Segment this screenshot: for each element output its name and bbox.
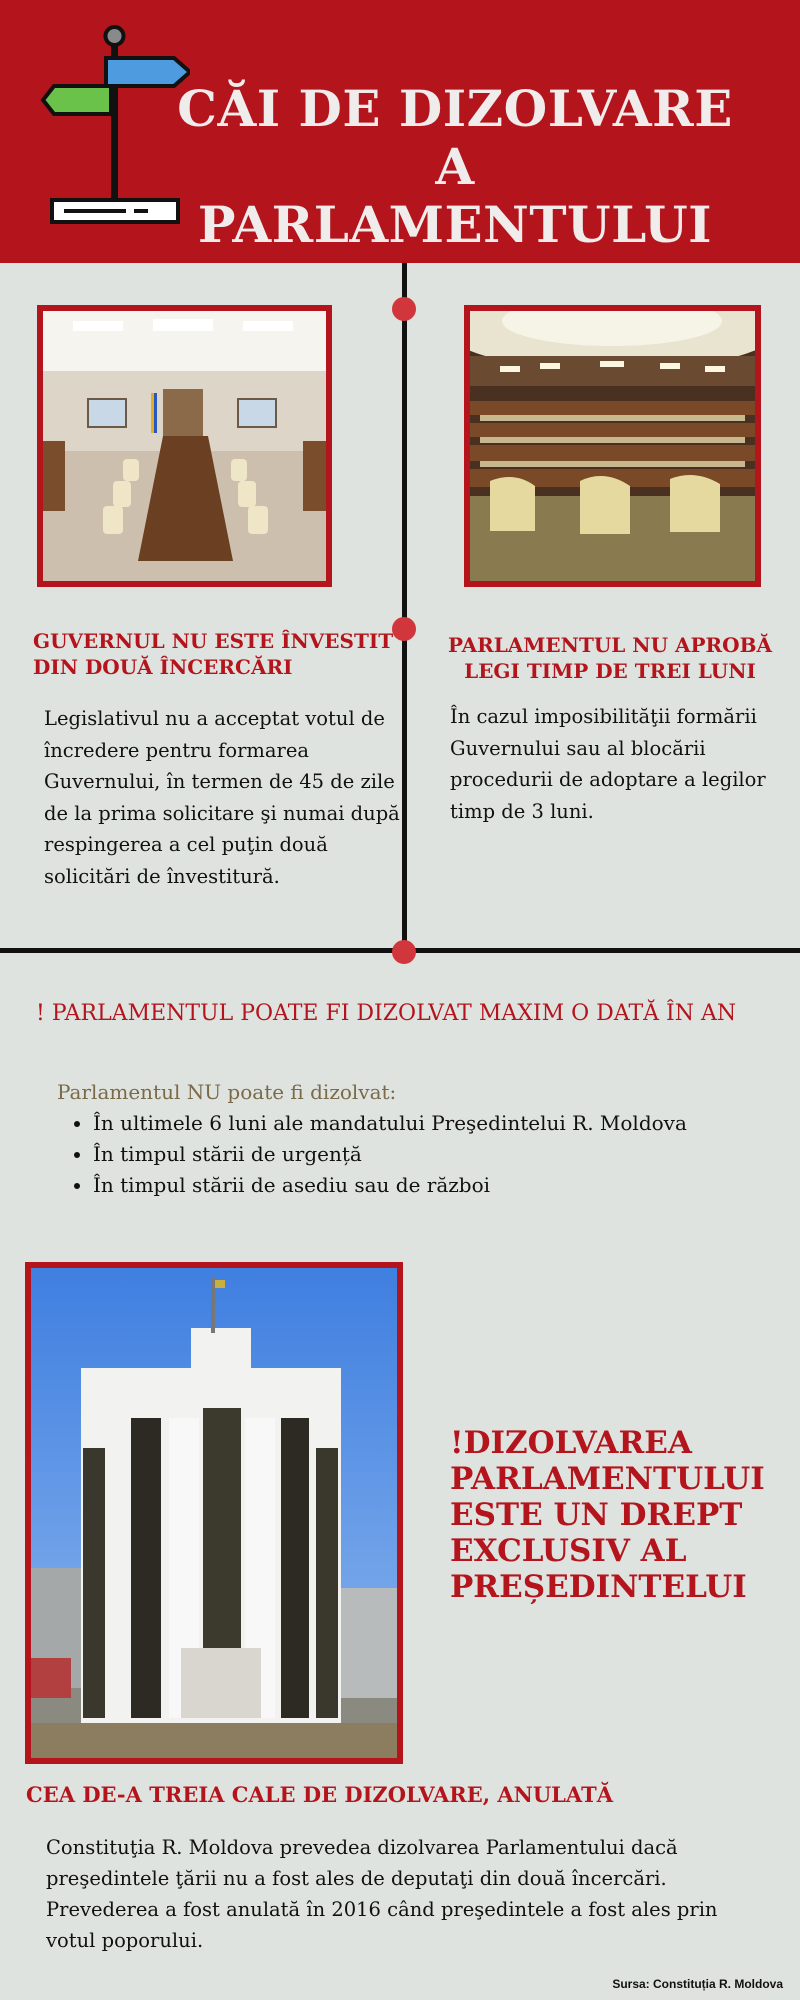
page-title [150, 80, 760, 254]
government-room-photo [37, 305, 332, 587]
title-line-1: CĂI DE DIZOLVARE A [177, 79, 733, 196]
third-way-title: CEA DE-A TREIA CALE DE DIZOLVARE, ANULATĂ [26, 1782, 613, 1807]
timeline-dot [392, 617, 416, 641]
left-section-title [33, 628, 393, 680]
parliament-hall-photo [464, 305, 761, 587]
vertical-divider [402, 263, 407, 955]
body-line: În cazul imposibilităţii formării [450, 705, 757, 728]
header-banner [0, 0, 800, 263]
list-item: • În timpul stării de asediu sau de război [93, 1170, 687, 1201]
body-line: Guvernului sau al blocării [450, 736, 706, 760]
cannot-dissolve-label: Parlamentul NU poate fi dizolvat: [57, 1080, 397, 1104]
timeline-dot [392, 297, 416, 321]
body-line: timp de 3 luni. [450, 799, 594, 823]
statement-line: EXCLUSIV AL [450, 1533, 687, 1569]
source-note: Sursa: Constituția R. Moldova [612, 1977, 783, 1991]
right-section-title [445, 632, 775, 684]
third-way-body [46, 1832, 718, 1956]
body-line: preşedintele ţării nu a fost ales de deputaţi din două încercări. [46, 1867, 667, 1890]
left-title-line-1: GUVERNUL NU ESTE ÎNVESTIT [33, 629, 394, 653]
right-title-line-1: PARLAMENTUL NU APROBĂ [447, 633, 773, 657]
cannot-dissolve-list [55, 1108, 687, 1201]
body-line: respingerea a cel puţin două [44, 833, 328, 856]
body-line: procedurii de adoptare a legilor [450, 768, 766, 791]
left-section-body [44, 703, 400, 892]
list-item: • În timpul stării de urgență [93, 1139, 687, 1170]
right-title-line-2: LEGI TIMP DE TREI LUNI [464, 659, 756, 683]
body-line: Constituţia R. Moldova prevedea dizolvarea Parlamentului dacă [46, 1836, 678, 1859]
body-line: votul poporului. [46, 1929, 204, 1952]
body-line: încredere pentru formarea [44, 738, 310, 762]
once-a-year-heading: ! PARLAMENTUL POATE FI DIZOLVAT MAXIM O DATĂ ÎN AN [36, 1001, 737, 1026]
exclusive-right-statement [450, 1425, 765, 1605]
body-line: solicitări de învestitură. [44, 864, 280, 888]
title-line-2: PARLAMENTULUI [197, 195, 713, 254]
body-line: Legislativul nu a acceptat votul de [44, 707, 385, 730]
statement-line: PARLAMENTULUI [450, 1461, 765, 1497]
body-line: de la prima solicitare şi numai după [44, 801, 400, 825]
body-line: Prevederea a fost anulată în 2016 când preşedintele a fost ales prin [46, 1898, 718, 1921]
timeline-dot [392, 940, 416, 964]
right-section-body [450, 701, 766, 827]
statement-line: PREȘEDINTELUI [450, 1569, 747, 1605]
statement-line: !DIZOLVAREA [450, 1425, 692, 1461]
body-line: Guvernului, în termen de 45 de zile [44, 770, 395, 793]
statement-line: ESTE UN DREPT [450, 1497, 743, 1533]
left-title-line-2: DIN DOUĂ ÎNCERCĂRI [33, 655, 293, 679]
list-item: • În ultimele 6 luni ale mandatului Preşedintelui R. Moldova [93, 1108, 687, 1139]
presidency-building-photo [25, 1262, 403, 1764]
